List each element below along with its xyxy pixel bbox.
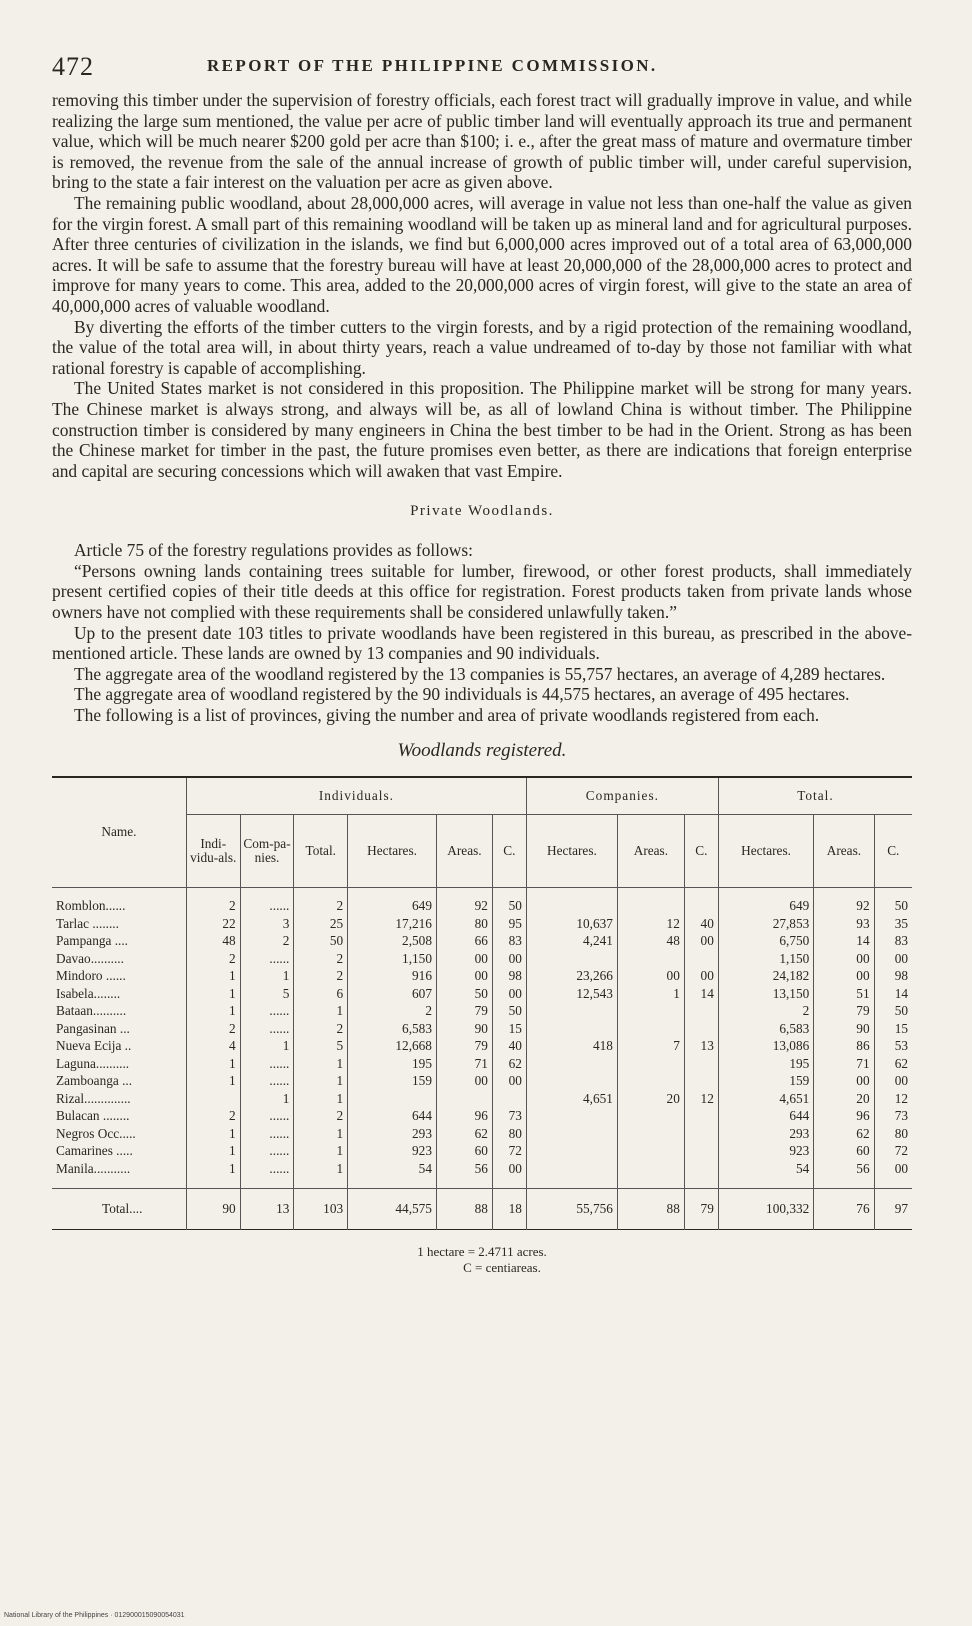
- table-cell: Mindoro ......: [56, 968, 126, 984]
- table-cell: 644: [348, 1108, 437, 1126]
- table-cell: 00: [874, 950, 912, 968]
- table-cell: 2: [240, 933, 294, 951]
- table-cell: 50: [492, 898, 526, 916]
- table-cell: [617, 1160, 684, 1178]
- table-cell: 92: [814, 898, 874, 916]
- table-cell: Pampanga ....: [56, 933, 129, 949]
- table-cell: Total....: [52, 1188, 186, 1229]
- table-cell: 2: [294, 1020, 348, 1038]
- table-row: [52, 915, 912, 933]
- table-cell: ......: [240, 1073, 294, 1091]
- column-header: C.: [874, 814, 912, 887]
- table-cell: [526, 1125, 617, 1143]
- table-cell: 1: [240, 1090, 294, 1108]
- table-cell: 17,216: [348, 915, 437, 933]
- quote-paragraph: “Persons owning lands containing trees suitable for lumber, firewood, or other forest products, shall immediately present certified copies of their title deeds at this office for registration. Forest products taken from private lands whose owners have not complied with these requirements shall be considered unlawfully taken.”: [52, 560, 912, 623]
- table-cell: 1: [186, 1073, 240, 1091]
- table-cell: 79: [436, 1038, 492, 1056]
- table-row: [52, 1038, 912, 1056]
- table-cell: 12,668: [348, 1038, 437, 1056]
- table-cell: [684, 1073, 718, 1091]
- table-cell: Isabela........: [56, 985, 121, 1001]
- table-cell: 1: [186, 968, 240, 986]
- table-cell: 72: [874, 1143, 912, 1161]
- table-cell: 56: [814, 1160, 874, 1178]
- table-cell: 00: [492, 1160, 526, 1178]
- table-cell: 1: [240, 1038, 294, 1056]
- table-cell: 14: [814, 933, 874, 951]
- table-cell: 195: [718, 1055, 813, 1073]
- table-cell: [684, 950, 718, 968]
- table-row: [52, 950, 912, 968]
- column-header: Areas.: [814, 814, 874, 887]
- column-header: C.: [684, 814, 718, 887]
- table-cell: 50: [874, 898, 912, 916]
- table-cell: 51: [814, 985, 874, 1003]
- table-cell: Tarlac ........: [56, 915, 119, 931]
- table-row: [52, 933, 912, 951]
- table-row: [52, 1090, 912, 1108]
- table-cell: 1: [294, 1160, 348, 1178]
- table-cell: [617, 950, 684, 968]
- paragraph: The remaining public woodland, about 28,000,000 acres, will average in value not less than one-half the value as given for the virgin forest. A small part of this remaining woodland will be taken up as mineral land and for agricultural purposes. After three centuries of civilization in the islands, we find but 6,000,000 acres improved out of a total area of 63,000,000 acres. It will be safe to assume that the forestry bureau will have at least 20,000,000 of the 28,000,000 acres to protect and improve for many years to come. This area, added to the 20,000,000 acres of virgin forest, will give to the state an area of 40,000,000 acres of valuable woodland.: [52, 192, 912, 316]
- table-cell: 20: [814, 1090, 874, 1108]
- table-cell: [684, 898, 718, 916]
- table-cell: 62: [436, 1125, 492, 1143]
- table-cell: [684, 1125, 718, 1143]
- table-cell: 76: [814, 1188, 874, 1229]
- table-cell: 607: [348, 985, 437, 1003]
- table-cell: 2: [186, 1108, 240, 1126]
- table-cell: ......: [240, 898, 294, 916]
- table-cell: 916: [348, 968, 437, 986]
- table-cell: [617, 1073, 684, 1091]
- table-cell: 1: [617, 985, 684, 1003]
- table-cell: [186, 1090, 240, 1108]
- table-cell: [684, 1108, 718, 1126]
- table-cell: 14: [874, 985, 912, 1003]
- table-cell: 2: [294, 950, 348, 968]
- table-cell: 60: [814, 1143, 874, 1161]
- table-cell: 644: [718, 1108, 813, 1126]
- table-cell: [526, 1073, 617, 1091]
- table-cell: 95: [492, 915, 526, 933]
- table-cell: 10,637: [526, 915, 617, 933]
- woodlands-table: [52, 776, 912, 1230]
- table-cell: 5: [240, 985, 294, 1003]
- paragraph: The following is a list of provinces, giving the number and area of private woodlands registered from each.: [74, 705, 820, 726]
- table-cell: [526, 1020, 617, 1038]
- table-cell: Pangasinan ...: [56, 1020, 130, 1036]
- table-cell: 12,543: [526, 985, 617, 1003]
- paragraph: The United States market is not considered in this proposition. The Philippine market will be strong for many years. The Chinese market is always strong, and always will be, as all of lowland China is without timber. The Philippine construction timber is considered by many engineers in China the best timber to be had in the Orient. Strong as has been the Chinese market for timber in the past, the future promises even better, as there are indications that foreign enterprise and capital are securing concessions which will awaken that vast Empire.: [52, 378, 912, 481]
- table-cell: 71: [436, 1055, 492, 1073]
- table-cell: [617, 898, 684, 916]
- table-cell: 1: [186, 1125, 240, 1143]
- column-header: Hectares.: [348, 814, 437, 887]
- table-cell: 80: [436, 915, 492, 933]
- table-cell: [526, 898, 617, 916]
- column-header: Total.: [294, 814, 348, 887]
- table-cell: ......: [240, 1125, 294, 1143]
- table-cell: 159: [348, 1073, 437, 1091]
- table-cell: 62: [874, 1055, 912, 1073]
- table-cell: Davao..........: [56, 950, 124, 966]
- table-cell: 00: [814, 950, 874, 968]
- table-cell: 50: [436, 985, 492, 1003]
- table-cell: [526, 1160, 617, 1178]
- table-cell: 13: [684, 1038, 718, 1056]
- table-cell: 80: [874, 1125, 912, 1143]
- table-cell: ......: [240, 1108, 294, 1126]
- column-header: Areas.: [436, 814, 492, 887]
- page-number: 472: [52, 52, 94, 81]
- table-cell: 83: [492, 933, 526, 951]
- table-cell: 88: [617, 1188, 684, 1229]
- table-cell: 1,150: [718, 950, 813, 968]
- table-cell: [348, 1090, 437, 1108]
- table-cell: 98: [492, 968, 526, 986]
- table-cell: 2: [186, 898, 240, 916]
- column-header: Areas.: [617, 814, 684, 887]
- table-cell: [684, 1160, 718, 1178]
- table-cell: 7: [617, 1038, 684, 1056]
- column-header: Com-pa-nies.: [240, 814, 294, 887]
- table-cell: 00: [492, 950, 526, 968]
- paragraph: Article 75 of the forestry regulations provides as follows:: [74, 540, 473, 561]
- table-cell: 2,508: [348, 933, 437, 951]
- table-cell: 100,332: [718, 1188, 813, 1229]
- table-cell: 6,583: [348, 1020, 437, 1038]
- table-cell: 00: [492, 985, 526, 1003]
- table-cell: 93: [814, 915, 874, 933]
- table-cell: 1: [186, 1143, 240, 1161]
- table-cell: 40: [492, 1038, 526, 1056]
- table-cell: 13,150: [718, 985, 813, 1003]
- table-cell: 15: [874, 1020, 912, 1038]
- footnote-centiareas: C = centiareas.: [463, 1259, 541, 1275]
- table-cell: 27,853: [718, 915, 813, 933]
- table-cell: 923: [718, 1143, 813, 1161]
- table-cell: [617, 1055, 684, 1073]
- table-cell: [617, 1143, 684, 1161]
- table-row: [52, 1003, 912, 1021]
- table-row: [52, 985, 912, 1003]
- table-cell: 4,241: [526, 933, 617, 951]
- table-cell: 83: [874, 933, 912, 951]
- table-cell: [617, 1108, 684, 1126]
- table-cell: 22: [186, 915, 240, 933]
- table-cell: 98: [874, 968, 912, 986]
- table-cell: 1: [186, 1003, 240, 1021]
- table-cell: 4,651: [718, 1090, 813, 1108]
- table-cell: Nueva Ecija ..: [56, 1038, 132, 1054]
- table-row: [52, 1108, 912, 1126]
- table-cell: [684, 1143, 718, 1161]
- table-cell: Laguna..........: [56, 1055, 130, 1071]
- column-header: Hectares.: [718, 814, 813, 887]
- table-cell: 50: [294, 933, 348, 951]
- table-cell: [617, 1020, 684, 1038]
- table-cell: 00: [617, 968, 684, 986]
- table-total-row: [52, 1188, 912, 1229]
- table-cell: 1,150: [348, 950, 437, 968]
- table-cell: 50: [492, 1003, 526, 1021]
- table-cell: 2: [294, 968, 348, 986]
- table-cell: 13,086: [718, 1038, 813, 1056]
- table-cell: 6,750: [718, 933, 813, 951]
- table-cell: 96: [436, 1108, 492, 1126]
- table-cell: [684, 1003, 718, 1021]
- table-row: [52, 898, 912, 916]
- table-cell: 1: [186, 985, 240, 1003]
- table-cell: 79: [684, 1188, 718, 1229]
- table-cell: 1: [294, 1003, 348, 1021]
- body-text: [52, 90, 912, 1276]
- scan-attribution: National Library of the Philippines · 012900015090054031: [4, 1612, 185, 1619]
- table-cell: 00: [684, 933, 718, 951]
- table-cell: 14: [684, 985, 718, 1003]
- table-title: Woodlands registered.: [397, 739, 567, 761]
- table-cell: 1: [294, 1143, 348, 1161]
- table-cell: Negros Occ.....: [56, 1125, 136, 1141]
- column-header: Indi-vidu-als.: [186, 814, 240, 887]
- table-cell: 48: [617, 933, 684, 951]
- paragraph: The aggregate area of woodland registered by the 90 individuals is 44,575 hectares, an average of 495 hectares.: [74, 684, 850, 705]
- table-cell: Bataan..........: [56, 1003, 127, 1019]
- table-cell: 00: [874, 1160, 912, 1178]
- table-cell: 00: [436, 968, 492, 986]
- table-cell: 79: [814, 1003, 874, 1021]
- table-cell: 2: [348, 1003, 437, 1021]
- table-cell: 2: [186, 950, 240, 968]
- table-row: [52, 1073, 912, 1091]
- table-cell: 00: [436, 950, 492, 968]
- paragraph: Up to the present date 103 titles to private woodlands have been registered in this bureau, as prescribed in the above-mentioned article. These lands are owned by 13 companies and 90 individuals.: [52, 622, 912, 664]
- table-cell: [526, 950, 617, 968]
- table-cell: [617, 1003, 684, 1021]
- table-row: [52, 968, 912, 986]
- table-cell: 12: [874, 1090, 912, 1108]
- table-cell: Rizal..............: [56, 1090, 131, 1106]
- column-header: Hectares.: [526, 814, 617, 887]
- table-cell: [684, 1055, 718, 1073]
- table-cell: 62: [814, 1125, 874, 1143]
- table-cell: 2: [294, 898, 348, 916]
- table-cell: 54: [348, 1160, 437, 1178]
- table-cell: 50: [874, 1003, 912, 1021]
- table-footnotes: [52, 1244, 912, 1276]
- table-row: [52, 1055, 912, 1073]
- table-cell: 90: [814, 1020, 874, 1038]
- table-cell: [492, 1090, 526, 1108]
- paragraph: By diverting the efforts of the timber cutters to the virgin forests, and by a rigid protection of the remaining woodland, the value of the total area will, in about thirty years, reach a value undreamed of to-day by those not familiar with what rational forestry is capable of accomplishing.: [52, 316, 912, 378]
- table-cell: 72: [492, 1143, 526, 1161]
- table-cell: 649: [718, 898, 813, 916]
- table-cell: 62: [492, 1055, 526, 1073]
- table-cell: ......: [240, 1143, 294, 1161]
- table-cell: 3: [240, 915, 294, 933]
- table-cell: 1: [240, 968, 294, 986]
- page-header: [52, 52, 912, 82]
- table-cell: 293: [718, 1125, 813, 1143]
- table-spacer: [52, 1178, 912, 1189]
- table-cell: 293: [348, 1125, 437, 1143]
- running-head: REPORT OF THE PHILIPPINE COMMISSION.: [207, 56, 658, 75]
- table-row: [52, 1143, 912, 1161]
- table-cell: 80: [492, 1125, 526, 1143]
- table-cell: 73: [492, 1108, 526, 1126]
- table-cell: 195: [348, 1055, 437, 1073]
- table-cell: 2: [186, 1020, 240, 1038]
- table-cell: 00: [814, 968, 874, 986]
- table-cell: 97: [874, 1188, 912, 1229]
- table-cell: 79: [436, 1003, 492, 1021]
- table-cell: 418: [526, 1038, 617, 1056]
- table-cell: 1: [294, 1125, 348, 1143]
- table-cell: 24,182: [718, 968, 813, 986]
- name-header: Name.: [52, 777, 186, 888]
- table-cell: Bulacan ........: [56, 1108, 130, 1124]
- table-cell: ......: [240, 1055, 294, 1073]
- table-cell: 23,266: [526, 968, 617, 986]
- paragraph: The aggregate area of the woodland registered by the 13 companies is 55,757 hectares, an average of 4,289 hectares.: [74, 663, 886, 684]
- table-cell: 88: [436, 1188, 492, 1229]
- table-cell: 00: [814, 1073, 874, 1091]
- table-cell: 649: [348, 898, 437, 916]
- table-cell: 66: [436, 933, 492, 951]
- table-cell: 54: [718, 1160, 813, 1178]
- table-cell: 90: [186, 1188, 240, 1229]
- table-cell: 15: [492, 1020, 526, 1038]
- table-cell: 25: [294, 915, 348, 933]
- table-cell: 2: [294, 1108, 348, 1126]
- table-cell: 20: [617, 1090, 684, 1108]
- paragraph: removing this timber under the supervision of forestry officials, each forest tract will gradually improve in value, and while realizing the large sum mentioned, the value per acre of public timber land will eventually approach its true and permanent value, which will be much nearer $200 gold per acre than $100; i. e., after the great mass of mature and overmature timber is removed, the revenue from the sale of the annual increase of growth of public timber will, under careful supervision, bring to the state a fair interest on the valuation per acre as given above.: [52, 90, 912, 193]
- table-cell: 6: [294, 985, 348, 1003]
- table-cell: Camarines .....: [56, 1143, 133, 1159]
- table-cell: 4: [186, 1038, 240, 1056]
- table-cell: 159: [718, 1073, 813, 1091]
- table-cell: 86: [814, 1038, 874, 1056]
- table-cell: 53: [874, 1038, 912, 1056]
- table-cell: Manila...........: [56, 1160, 131, 1176]
- group-header-total: Total.: [718, 777, 912, 815]
- table-cell: 1: [186, 1160, 240, 1178]
- table-cell: 5: [294, 1038, 348, 1056]
- table-cell: 12: [684, 1090, 718, 1108]
- table-spacer: [52, 887, 912, 898]
- table-cell: 35: [874, 915, 912, 933]
- table-cell: 71: [814, 1055, 874, 1073]
- table-cell: 96: [814, 1108, 874, 1126]
- table-cell: 90: [436, 1020, 492, 1038]
- table-cell: 00: [492, 1073, 526, 1091]
- table-cell: Romblon......: [56, 898, 126, 914]
- table-cell: 2: [718, 1003, 813, 1021]
- table-cell: ......: [240, 1020, 294, 1038]
- section-heading: Private Woodlands.: [410, 503, 554, 520]
- table-cell: 92: [436, 898, 492, 916]
- table-cell: [526, 1003, 617, 1021]
- table-cell: 13: [240, 1188, 294, 1229]
- table-cell: 00: [436, 1073, 492, 1091]
- table-row: [52, 1160, 912, 1178]
- table-cell: [526, 1143, 617, 1161]
- table-cell: 6,583: [718, 1020, 813, 1038]
- table-cell: ......: [240, 1160, 294, 1178]
- table-cell: 56: [436, 1160, 492, 1178]
- table-cell: Zamboanga ...: [56, 1073, 133, 1089]
- table-cell: [436, 1090, 492, 1108]
- table-cell: 73: [874, 1108, 912, 1126]
- table-cell: 55,756: [526, 1188, 617, 1229]
- table-cell: 1: [294, 1073, 348, 1091]
- group-header-companies: Companies.: [526, 777, 718, 815]
- table-cell: 103: [294, 1188, 348, 1229]
- table-row: [52, 1020, 912, 1038]
- table-cell: 00: [874, 1073, 912, 1091]
- table-cell: 44,575: [348, 1188, 437, 1229]
- table-cell: 4,651: [526, 1090, 617, 1108]
- footnote-hectare: 1 hectare = 2.4711 acres.: [417, 1243, 547, 1259]
- column-header: C.: [492, 814, 526, 887]
- table-cell: 60: [436, 1143, 492, 1161]
- table-cell: 00: [684, 968, 718, 986]
- table-cell: [684, 1020, 718, 1038]
- table-cell: ......: [240, 950, 294, 968]
- table-row: [52, 1125, 912, 1143]
- table-cell: 18: [492, 1188, 526, 1229]
- table-cell: 48: [186, 933, 240, 951]
- table-cell: 1: [186, 1055, 240, 1073]
- table-cell: [526, 1055, 617, 1073]
- table-cell: ......: [240, 1003, 294, 1021]
- table-cell: 923: [348, 1143, 437, 1161]
- table-cell: 1: [294, 1055, 348, 1073]
- table-cell: 40: [684, 915, 718, 933]
- group-header-individuals: Individuals.: [186, 777, 526, 815]
- table-cell: [617, 1125, 684, 1143]
- table-cell: 12: [617, 915, 684, 933]
- table-cell: [526, 1108, 617, 1126]
- table-cell: 1: [294, 1090, 348, 1108]
